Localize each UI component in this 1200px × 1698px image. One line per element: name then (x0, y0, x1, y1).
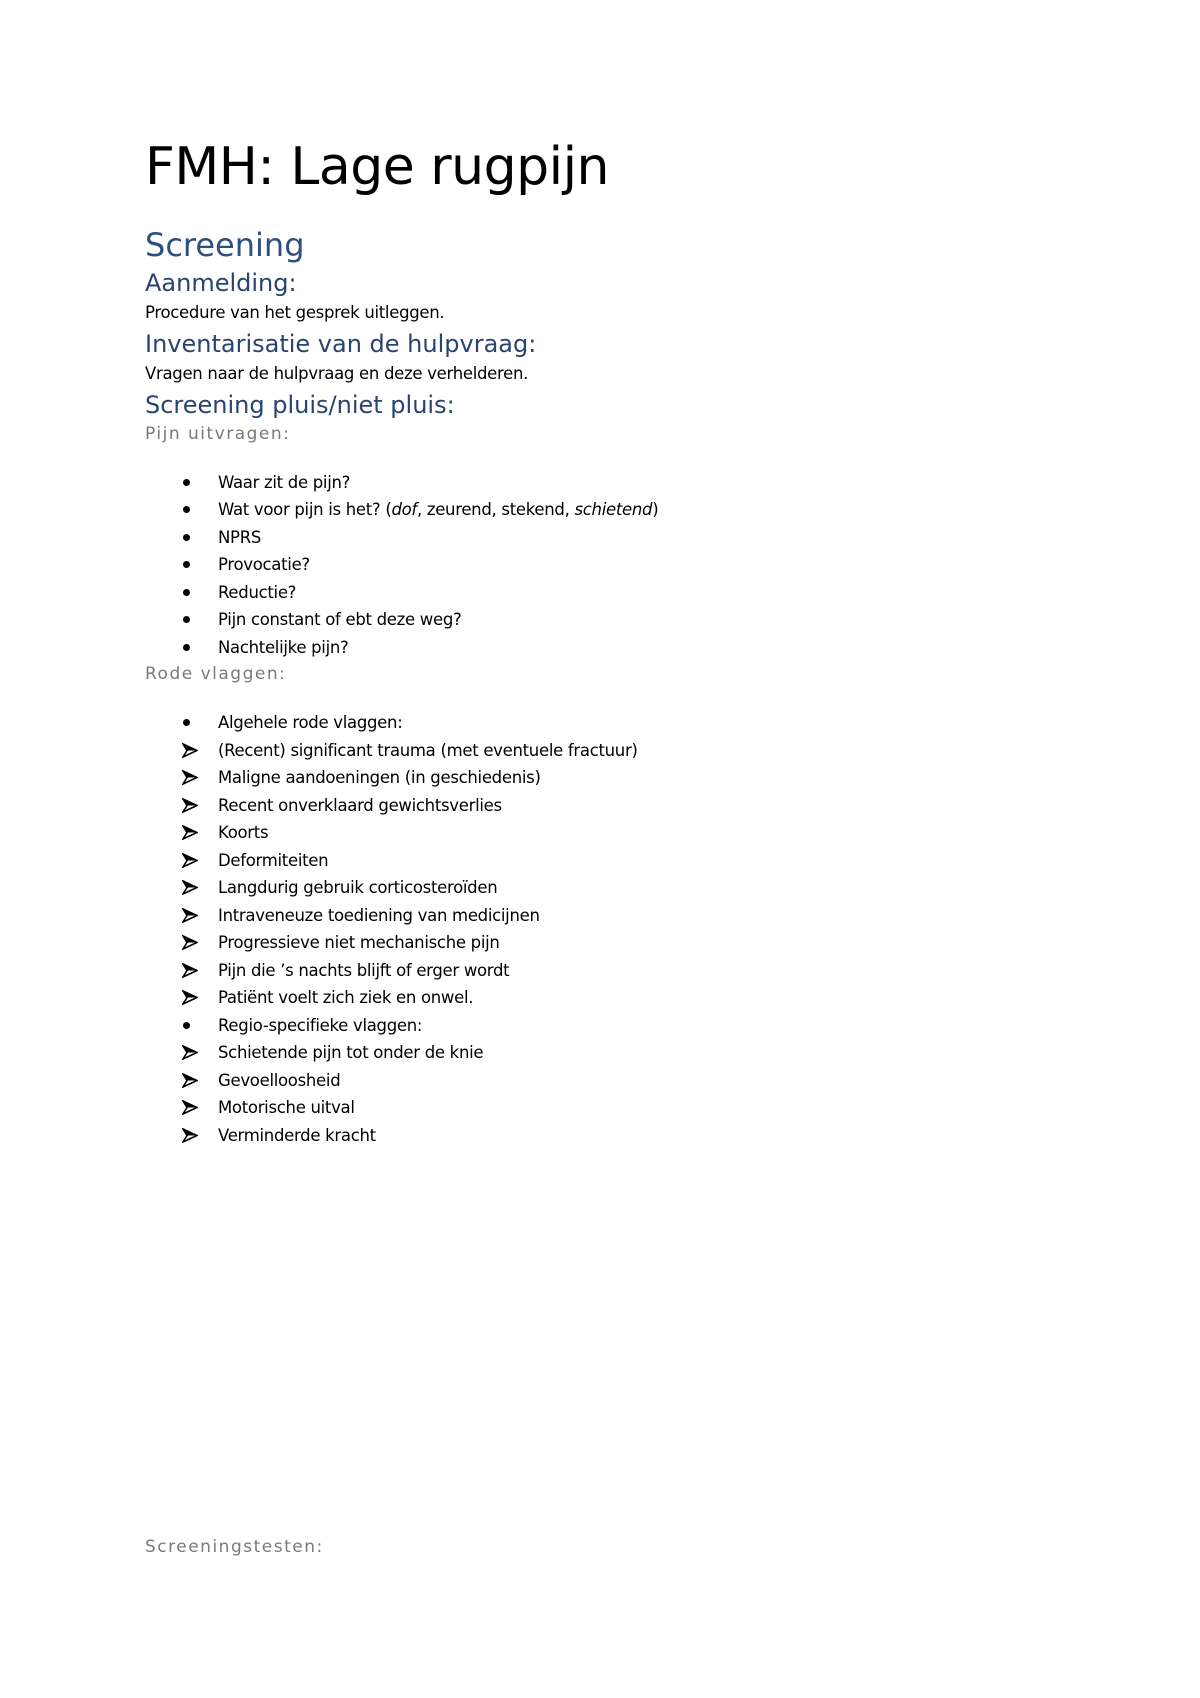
regio-sublist (145, 1039, 1065, 1149)
sub-list-item: Koorts (145, 819, 1065, 847)
bullet-icon (183, 534, 190, 541)
regio-label: Regio-specifieke vlaggen: (218, 1015, 423, 1035)
sub-list-item: Pijn die ’s nachts blijft of erger wordt (145, 957, 1065, 985)
sub-list-item: Maligne aandoeningen (in geschiedenis) (145, 764, 1065, 792)
arrow-bullet-icon (182, 798, 198, 813)
list-item-algehele (145, 709, 1065, 1012)
arrow-bullet-icon (182, 1100, 198, 1115)
text-aanmelding: Procedure van het gesprek uitleggen. (145, 303, 445, 323)
list-item-regio (145, 1012, 1065, 1150)
algehele-sublist (145, 737, 1065, 1012)
text-hulpvraag: Vragen naar de hulpvraag en deze verhelderen. (145, 364, 529, 384)
bullet-icon (183, 616, 190, 623)
heading-hulpvraag: Inventarisatie van de hulpvraag: (145, 330, 537, 359)
sub-list-item: Patiënt voelt zich ziek en onwel. (145, 984, 1065, 1012)
bullet-icon (183, 479, 190, 486)
document-title: FMH: Lage rugpijn (145, 137, 609, 197)
arrow-bullet-icon (182, 963, 198, 978)
arrow-bullet-icon (182, 770, 198, 785)
bullet-icon (183, 506, 190, 513)
arrow-bullet-icon (182, 990, 198, 1005)
sub-list-item: Langdurig gebruik corticosteroïden (145, 874, 1065, 902)
arrow-bullet-icon (182, 880, 198, 895)
arrow-bullet-icon (182, 1045, 198, 1060)
list-item: Provocatie? (145, 551, 1065, 579)
bullet-icon (183, 644, 190, 651)
pijn-list (145, 469, 1065, 662)
sub-list-item: Deformiteiten (145, 847, 1065, 875)
bullet-icon (183, 561, 190, 568)
sub-list-item: Recent onverklaard gewichtsverlies (145, 792, 1065, 820)
list-item: NPRS (145, 524, 1065, 552)
list-item: Nachtelijke pijn? (145, 634, 1065, 662)
sub-list-item: Gevoelloosheid (145, 1067, 1065, 1095)
bullet-icon (183, 589, 190, 596)
heading-pluis-niet-pluis: Screening pluis/niet pluis: (145, 391, 455, 420)
sub-list-item: Motorische uitval (145, 1094, 1065, 1122)
arrow-bullet-icon (182, 1128, 198, 1143)
label-pijn-uitvragen: Pijn uitvragen: (145, 424, 291, 445)
arrow-bullet-icon (182, 743, 198, 758)
sub-list-item: Schietende pijn tot onder de knie (145, 1039, 1065, 1067)
italic-schietend: schietend (574, 500, 653, 520)
sub-list-item: Intraveneuze toediening van medicijnen (145, 902, 1065, 930)
bullet-icon (183, 719, 190, 726)
list-item: Wat voor pijn is het? (dof, zeurend, stekend, schietend) (145, 496, 1065, 524)
arrow-bullet-icon (182, 853, 198, 868)
rode-vlaggen-list (145, 709, 1065, 1149)
heading-aanmelding: Aanmelding: (145, 269, 297, 298)
sub-list-item: Progressieve niet mechanische pijn (145, 929, 1065, 957)
algehele-label: Algehele rode vlaggen: (218, 713, 403, 733)
label-screeningstesten: Screeningstesten: (145, 1537, 324, 1557)
arrow-bullet-icon (182, 908, 198, 923)
document-content (145, 138, 1065, 1149)
sub-list-item: Verminderde kracht (145, 1122, 1065, 1150)
list-item: Pijn constant of ebt deze weg? (145, 606, 1065, 634)
section-heading-screening: Screening (145, 225, 305, 264)
arrow-bullet-icon (182, 1073, 198, 1088)
list-item: Waar zit de pijn? (145, 469, 1065, 497)
arrow-bullet-icon (182, 935, 198, 950)
label-rode-vlaggen: Rode vlaggen: (145, 664, 287, 685)
arrow-bullet-icon (182, 825, 198, 840)
bullet-icon (183, 1022, 190, 1029)
sub-list-item: (Recent) significant trauma (met eventuele fractuur) (145, 737, 1065, 765)
list-item: Reductie? (145, 579, 1065, 607)
italic-dof: dof (391, 500, 417, 520)
